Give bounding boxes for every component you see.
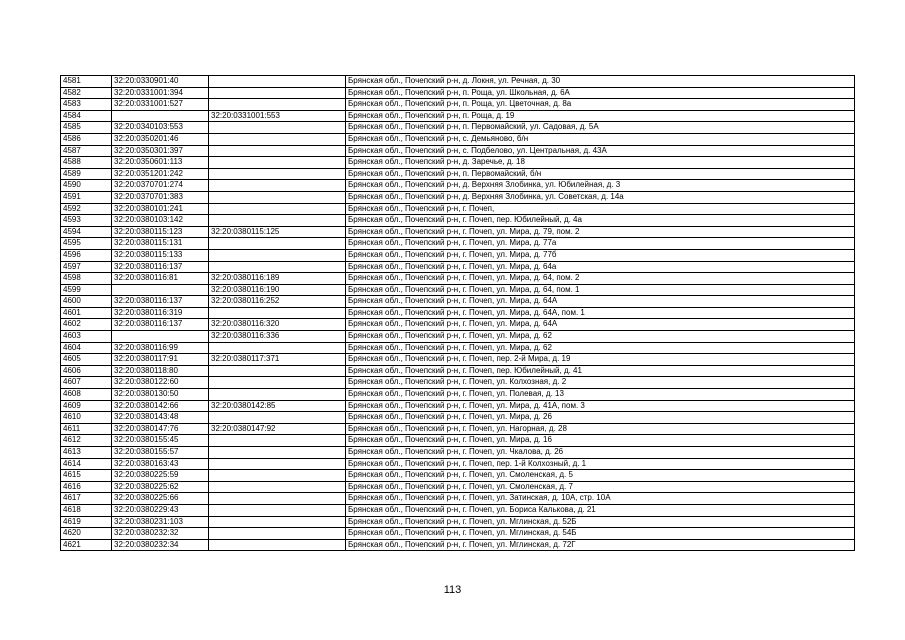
table-row [61,447,855,459]
table-row [61,87,855,99]
object-cadastral-number-cell: 32:20:0380116:320 [209,319,346,331]
parcel-cadastral-number-cell: 32:20:0380232:34 [112,539,209,551]
parcel-cadastral-number-cell: 32:20:0330901:40 [112,76,209,88]
address-cell: Брянская обл., Почепский р-н, г. Почеп, ул. Мира, д. 16 [346,435,855,447]
object-cadastral-number-cell [209,191,346,203]
row-number-cell: 4620 [61,528,112,540]
address-cell: Брянская обл., Почепский р-н, п. Роща, ул. Школьная, д. 6А [346,87,855,99]
table-row [61,400,855,412]
address-cell: Брянская обл., Почепский р-н, г. Почеп, ул. Мглинская, д. 52Б [346,516,855,528]
row-number-cell: 4599 [61,284,112,296]
object-cadastral-number-cell: 32:20:0380147:92 [209,423,346,435]
address-cell: Брянская обл., Почепский р-н, п. Роща, ул. Цветочная, д. 8а [346,99,855,111]
object-cadastral-number-cell [209,481,346,493]
row-number-cell: 4593 [61,215,112,227]
object-cadastral-number-cell [209,539,346,551]
address-cell: Брянская обл., Почепский р-н, г. Почеп, ул. Колхозная, д. 2 [346,377,855,389]
row-number-cell: 4616 [61,481,112,493]
address-cell: Брянская обл., Почепский р-н, д. Верхняя Злобинка, ул. Советская, д. 14а [346,191,855,203]
parcel-cadastral-number-cell: 32:20:0380116:81 [112,273,209,285]
parcel-cadastral-number-cell: 32:20:0340103:553 [112,122,209,134]
parcel-cadastral-number-cell: 32:20:0380155:57 [112,447,209,459]
object-cadastral-number-cell [209,180,346,192]
object-cadastral-number-cell [209,307,346,319]
table-row [61,284,855,296]
address-cell: Брянская обл., Почепский р-н, г. Почеп, ул. Смоленская, д. 7 [346,481,855,493]
object-cadastral-number-cell [209,470,346,482]
row-number-cell: 4607 [61,377,112,389]
address-cell: Брянская обл., Почепский р-н, г. Почеп, ул. Мира, д. 64а [346,261,855,273]
row-number-cell: 4586 [61,133,112,145]
row-number-cell: 4608 [61,389,112,401]
parcel-cadastral-number-cell: 32:20:0351201:242 [112,168,209,180]
address-cell: Брянская обл., Почепский р-н, г. Почеп, ул. Затинская, д. 10А, стр. 10А [346,493,855,505]
object-cadastral-number-cell [209,122,346,134]
parcel-cadastral-number-cell: 32:20:0380231:103 [112,516,209,528]
address-cell: Брянская обл., Почепский р-н, д. Локня, ул. Речная, д. 30 [346,76,855,88]
object-cadastral-number-cell [209,516,346,528]
parcel-cadastral-number-cell: 32:20:0350201:46 [112,133,209,145]
row-number-cell: 4621 [61,539,112,551]
row-number-cell: 4614 [61,458,112,470]
object-cadastral-number-cell [209,528,346,540]
parcel-cadastral-number-cell: 32:20:0380118:80 [112,365,209,377]
address-cell: Брянская обл., Почепский р-н, г. Почеп, ул. Мглинская, д. 72Г [346,539,855,551]
address-cell: Брянская обл., Почепский р-н, г. Почеп, ул. Мира, д. 62 [346,331,855,343]
object-cadastral-number-cell [209,238,346,250]
object-cadastral-number-cell [209,493,346,505]
object-cadastral-number-cell [209,168,346,180]
row-number-cell: 4588 [61,157,112,169]
table-row [61,168,855,180]
table-row [61,191,855,203]
parcel-cadastral-number-cell: 32:20:0380163:43 [112,458,209,470]
address-cell: Брянская обл., Почепский р-н, с. Демьяново, б/н [346,133,855,145]
table-row [61,481,855,493]
row-number-cell: 4598 [61,273,112,285]
object-cadastral-number-cell: 32:20:0380117:371 [209,354,346,366]
address-cell: Брянская обл., Почепский р-н, п. Первомайский, ул. Садовая, д. 5А [346,122,855,134]
row-number-cell: 4585 [61,122,112,134]
table-row [61,423,855,435]
table-row [61,122,855,134]
table-row [61,458,855,470]
address-cell: Брянская обл., Почепский р-н, г. Почеп, ул. Смоленская, д. 5 [346,470,855,482]
table-row [61,261,855,273]
table-row [61,539,855,551]
parcel-cadastral-number-cell: 32:20:0370701:274 [112,180,209,192]
parcel-cadastral-number-cell [112,284,209,296]
table-row [61,110,855,122]
object-cadastral-number-cell: 32:20:0380142:85 [209,400,346,412]
table-row [61,238,855,250]
document-page [60,75,854,551]
address-cell: Брянская обл., Почепский р-н, г. Почеп, [346,203,855,215]
table-row [61,226,855,238]
table-row [61,435,855,447]
row-number-cell: 4589 [61,168,112,180]
parcel-cadastral-number-cell: 32:20:0380115:123 [112,226,209,238]
table-row [61,76,855,88]
object-cadastral-number-cell: 32:20:0380116:336 [209,331,346,343]
parcel-cadastral-number-cell: 32:20:0380117:91 [112,354,209,366]
page-number: 113 [443,584,462,596]
row-number-cell: 4597 [61,261,112,273]
row-number-cell: 4595 [61,238,112,250]
parcel-cadastral-number-cell: 32:20:0380103:142 [112,215,209,227]
object-cadastral-number-cell [209,203,346,215]
row-number-cell: 4581 [61,76,112,88]
table-body [61,76,855,551]
parcel-cadastral-number-cell: 32:20:0380155:45 [112,435,209,447]
parcel-cadastral-number-cell: 32:20:0380229:43 [112,504,209,516]
parcel-cadastral-number-cell [112,110,209,122]
row-number-cell: 4615 [61,470,112,482]
object-cadastral-number-cell [209,447,346,459]
parcel-cadastral-number-cell: 32:20:0380115:133 [112,249,209,261]
cadastral-table [60,75,855,551]
row-number-cell: 4613 [61,447,112,459]
table-row [61,296,855,308]
row-number-cell: 4612 [61,435,112,447]
address-cell: Брянская обл., Почепский р-н, г. Почеп, ул. Мира, д. 26 [346,412,855,424]
parcel-cadastral-number-cell: 32:20:0380142:66 [112,400,209,412]
parcel-cadastral-number-cell: 32:20:0380116:137 [112,296,209,308]
object-cadastral-number-cell [209,87,346,99]
object-cadastral-number-cell [209,249,346,261]
address-cell: Брянская обл., Почепский р-н, г. Почеп, ул. Мира, д. 64А [346,296,855,308]
row-number-cell: 4606 [61,365,112,377]
address-cell: Брянская обл., Почепский р-н, г. Почеп, ул. Чкалова, д. 26 [346,447,855,459]
address-cell: Брянская обл., Почепский р-н, д. Верхняя Злобинка, ул. Юбилейная, д. 3 [346,180,855,192]
table-row [61,307,855,319]
object-cadastral-number-cell: 32:20:0380116:252 [209,296,346,308]
parcel-cadastral-number-cell: 32:20:0380116:319 [112,307,209,319]
object-cadastral-number-cell [209,389,346,401]
row-number-cell: 4583 [61,99,112,111]
row-number-cell: 4611 [61,423,112,435]
address-cell: Брянская обл., Почепский р-н, г. Почеп, ул. Мира, д. 64А [346,319,855,331]
row-number-cell: 4604 [61,342,112,354]
object-cadastral-number-cell [209,342,346,354]
object-cadastral-number-cell [209,145,346,157]
row-number-cell: 4603 [61,331,112,343]
address-cell: Брянская обл., Почепский р-н, с. Подбелово, ул. Центральная, д. 43А [346,145,855,157]
address-cell: Брянская обл., Почепский р-н, д. Заречье, д. 18 [346,157,855,169]
address-cell: Брянская обл., Почепский р-н, п. Первомайский, б/н [346,168,855,180]
table-row [61,493,855,505]
row-number-cell: 4584 [61,110,112,122]
address-cell: Брянская обл., Почепский р-н, г. Почеп, пер. Юбилейный, д. 4а [346,215,855,227]
table-row [61,157,855,169]
table-row [61,99,855,111]
row-number-cell: 4601 [61,307,112,319]
table-row [61,528,855,540]
object-cadastral-number-cell [209,215,346,227]
object-cadastral-number-cell: 32:20:0331001:553 [209,110,346,122]
table-row [61,342,855,354]
object-cadastral-number-cell [209,458,346,470]
row-number-cell: 4591 [61,191,112,203]
table-row [61,273,855,285]
address-cell: Брянская обл., Почепский р-н, г. Почеп, ул. Мира, д. 79, пом. 2 [346,226,855,238]
row-number-cell: 4609 [61,400,112,412]
object-cadastral-number-cell [209,76,346,88]
address-cell: Брянская обл., Почепский р-н, г. Почеп, ул. Мира, д. 77а [346,238,855,250]
address-cell: Брянская обл., Почепский р-н, п. Роща, д. 19 [346,110,855,122]
parcel-cadastral-number-cell: 32:20:0331001:394 [112,87,209,99]
parcel-cadastral-number-cell: 32:20:0331001:527 [112,99,209,111]
address-cell: Брянская обл., Почепский р-н, г. Почеп, ул. Нагорная, д. 28 [346,423,855,435]
table-row [61,249,855,261]
parcel-cadastral-number-cell: 32:20:0380225:62 [112,481,209,493]
address-cell: Брянская обл., Почепский р-н, г. Почеп, ул. Мира, д. 41А, пом. 3 [346,400,855,412]
parcel-cadastral-number-cell: 32:20:0380116:137 [112,261,209,273]
row-number-cell: 4619 [61,516,112,528]
table-row [61,389,855,401]
table-row [61,319,855,331]
parcel-cadastral-number-cell: 32:20:0380116:99 [112,342,209,354]
address-cell: Брянская обл., Почепский р-н, г. Почеп, ул. Мглинская, д. 54Б [346,528,855,540]
address-cell: Брянская обл., Почепский р-н, г. Почеп, ул. Мира, д. 62 [346,342,855,354]
address-cell: Брянская обл., Почепский р-н, г. Почеп, ул. Мира, д. 64, пом. 1 [346,284,855,296]
address-cell: Брянская обл., Почепский р-н, г. Почеп, ул. Мира, д. 64А, пом. 1 [346,307,855,319]
row-number-cell: 4610 [61,412,112,424]
table-row [61,516,855,528]
row-number-cell: 4582 [61,87,112,99]
object-cadastral-number-cell [209,99,346,111]
table-row [61,331,855,343]
parcel-cadastral-number-cell: 32:20:0380122:60 [112,377,209,389]
parcel-cadastral-number-cell: 32:20:0350601:113 [112,157,209,169]
row-number-cell: 4590 [61,180,112,192]
parcel-cadastral-number-cell: 32:20:0380101:241 [112,203,209,215]
table-row [61,145,855,157]
parcel-cadastral-number-cell: 32:20:0380116:137 [112,319,209,331]
object-cadastral-number-cell [209,377,346,389]
parcel-cadastral-number-cell: 32:20:0380147:76 [112,423,209,435]
table-row [61,215,855,227]
parcel-cadastral-number-cell: 32:20:0370701:383 [112,191,209,203]
address-cell: Брянская обл., Почепский р-н, г. Почеп, пер. 1-й Колхозный, д. 1 [346,458,855,470]
object-cadastral-number-cell: 32:20:0380116:190 [209,284,346,296]
address-cell: Брянская обл., Почепский р-н, г. Почеп, ул. Мира, д. 77б [346,249,855,261]
parcel-cadastral-number-cell: 32:20:0380232:32 [112,528,209,540]
object-cadastral-number-cell: 32:20:0380116:189 [209,273,346,285]
parcel-cadastral-number-cell: 32:20:0350301:397 [112,145,209,157]
parcel-cadastral-number-cell: 32:20:0380225:66 [112,493,209,505]
address-cell: Брянская обл., Почепский р-н, г. Почеп, пер. Юбилейный, д. 41 [346,365,855,377]
object-cadastral-number-cell: 32:20:0380115:125 [209,226,346,238]
row-number-cell: 4594 [61,226,112,238]
table-row [61,504,855,516]
address-cell: Брянская обл., Почепский р-н, г. Почеп, ул. Бориса Калькова, д. 21 [346,504,855,516]
row-number-cell: 4602 [61,319,112,331]
table-row [61,365,855,377]
parcel-cadastral-number-cell: 32:20:0380130:50 [112,389,209,401]
row-number-cell: 4605 [61,354,112,366]
table-row [61,180,855,192]
object-cadastral-number-cell [209,412,346,424]
table-row [61,203,855,215]
row-number-cell: 4592 [61,203,112,215]
table-row [61,354,855,366]
address-cell: Брянская обл., Почепский р-н, г. Почеп, ул. Полевая, д. 13 [346,389,855,401]
row-number-cell: 4618 [61,504,112,516]
parcel-cadastral-number-cell: 32:20:0380225:59 [112,470,209,482]
object-cadastral-number-cell [209,365,346,377]
table-row [61,133,855,145]
table-row [61,470,855,482]
row-number-cell: 4587 [61,145,112,157]
row-number-cell: 4596 [61,249,112,261]
table-row [61,377,855,389]
parcel-cadastral-number-cell: 32:20:0380143:48 [112,412,209,424]
object-cadastral-number-cell [209,504,346,516]
object-cadastral-number-cell [209,435,346,447]
row-number-cell: 4617 [61,493,112,505]
table-row [61,412,855,424]
address-cell: Брянская обл., Почепский р-н, г. Почеп, ул. Мира, д. 64, пом. 2 [346,273,855,285]
object-cadastral-number-cell [209,157,346,169]
parcel-cadastral-number-cell [112,331,209,343]
row-number-cell: 4600 [61,296,112,308]
object-cadastral-number-cell [209,133,346,145]
parcel-cadastral-number-cell: 32:20:0380115:131 [112,238,209,250]
address-cell: Брянская обл., Почепский р-н, г. Почеп, пер. 2-й Мира, д. 19 [346,354,855,366]
object-cadastral-number-cell [209,261,346,273]
